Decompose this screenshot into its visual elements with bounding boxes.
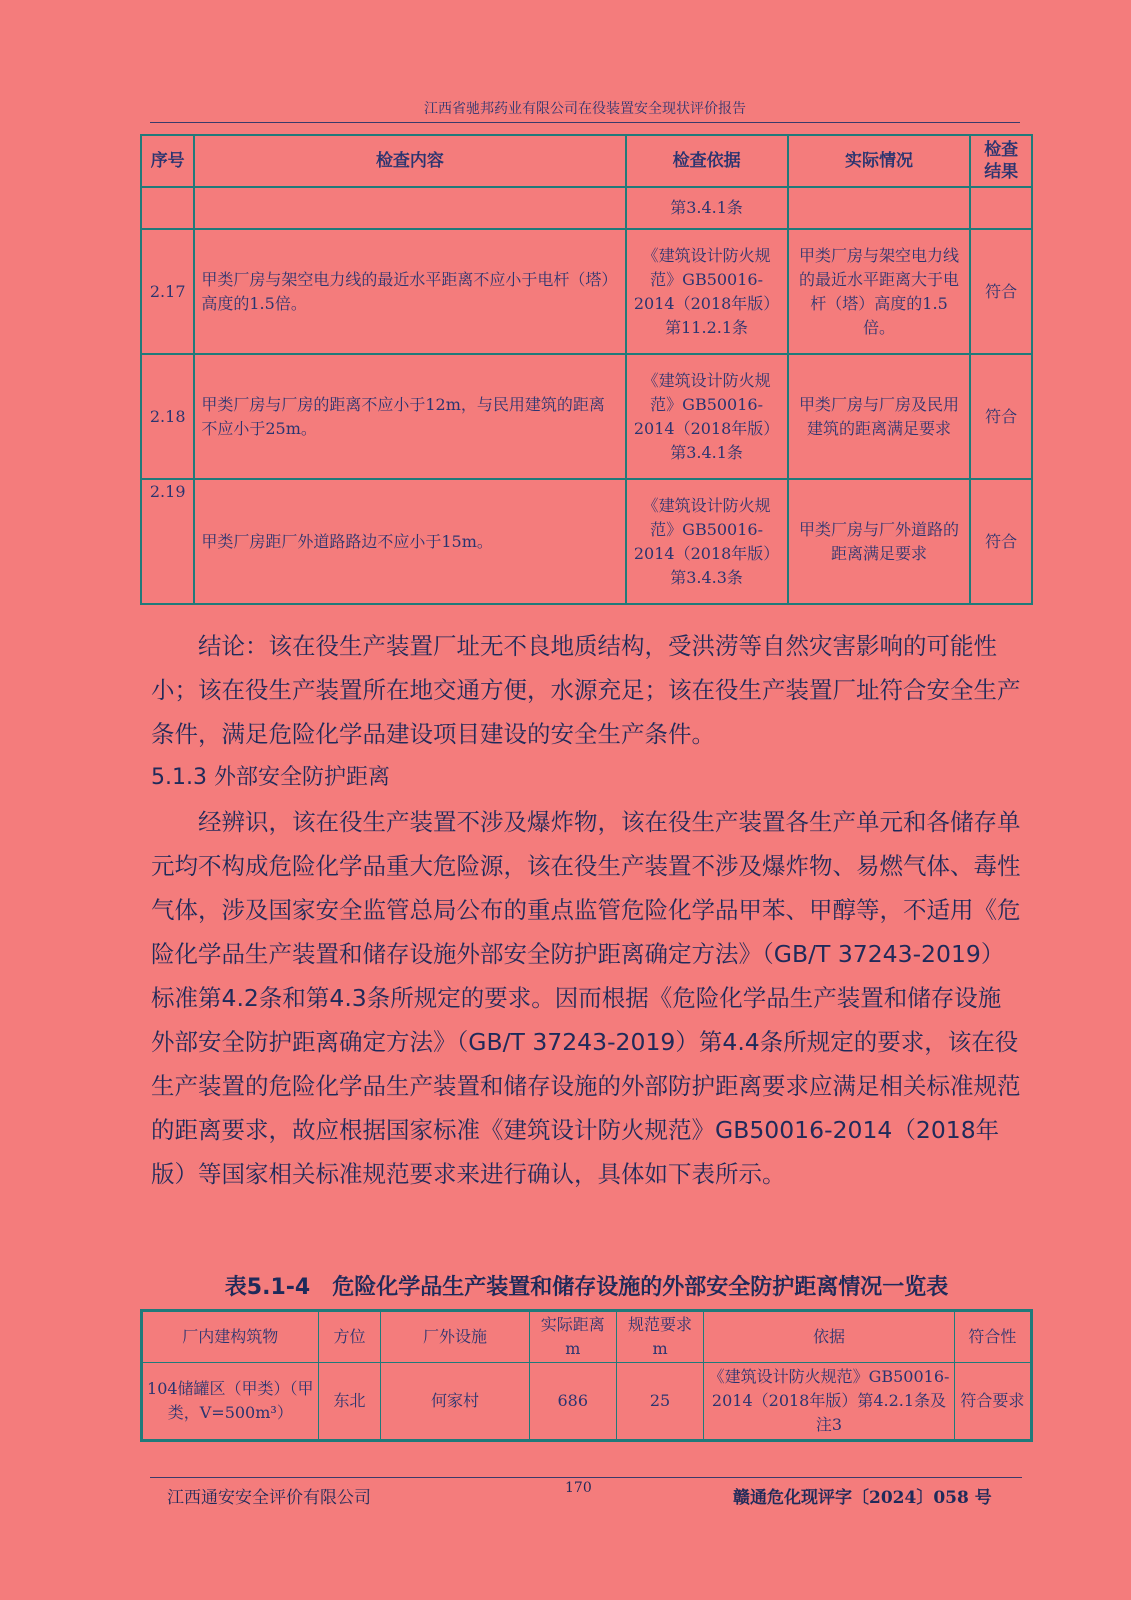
- basis-cell: 《建筑设计防火规范》GB50016-2014（2018年版）第11.2.1条: [626, 229, 788, 354]
- result-cell: 符合: [970, 229, 1032, 354]
- content-cell: 甲类厂房与厂房的距离不应小于12m，与民用建筑的距离不应小于25m。: [194, 354, 625, 479]
- required-distance-cell: 25: [616, 1363, 703, 1441]
- content-cell: 甲类厂房距厂外道路路边不应小于15m。: [194, 479, 625, 604]
- table-row: [141, 479, 1032, 604]
- table-header-row: [142, 1311, 1032, 1363]
- col-header-basis: 依据: [704, 1311, 955, 1363]
- body-text: [151, 624, 1023, 1196]
- content-cell: 甲类厂房与架空电力线的最近水平距离不应小于电杆（塔）高度的1.5倍。: [194, 229, 625, 354]
- actual-cell: 甲类厂房与厂外道路的距离满足要求: [788, 479, 971, 604]
- section-heading: [151, 756, 1023, 800]
- page-header: 江西省驰邦药业有限公司在役装置安全现状评价报告: [150, 98, 1020, 123]
- row-number: 2.18: [141, 354, 194, 479]
- table-header-row: [141, 135, 1032, 187]
- section-title: 外部安全防护距离: [213, 765, 390, 790]
- table-row: [142, 1363, 1032, 1441]
- table-row: [141, 229, 1032, 354]
- col-header-compliance: 符合性: [954, 1311, 1031, 1363]
- basis-cell: 《建筑设计防火规范》GB50016-2014（2018年版）第3.4.1条: [626, 354, 788, 479]
- inspection-table: [140, 134, 1033, 605]
- actual-cell: 甲类厂房与架空电力线的最近水平距离大于电杆（塔）高度的1.5倍。: [788, 229, 971, 354]
- col-header-actual-distance: 实际距离m: [529, 1311, 616, 1363]
- compliance-cell: 符合要求: [954, 1363, 1031, 1441]
- row-number: 2.17: [141, 229, 194, 354]
- distance-table: [140, 1309, 1033, 1442]
- footer-company: 江西通安安全评价有限公司: [167, 1488, 371, 1508]
- result-cell: 符合: [970, 479, 1032, 604]
- col-header-building: 厂内建构筑物: [142, 1311, 319, 1363]
- col-header-required-distance: 规范要求m: [616, 1311, 703, 1363]
- row-number: 2.19: [141, 479, 194, 604]
- col-header-facility: 厂外设施: [381, 1311, 529, 1363]
- col-header-direction: 方位: [318, 1311, 381, 1363]
- col-header-content: 检查内容: [194, 135, 625, 187]
- building-cell: 104储罐区（甲类）（甲类，V=500m³）: [142, 1363, 319, 1441]
- col-header-no: 序号: [141, 135, 194, 187]
- direction-cell: 东北: [318, 1363, 381, 1441]
- section-number: 5.1.3: [151, 765, 207, 790]
- facility-cell: 何家村: [381, 1363, 529, 1441]
- conclusion-paragraph: 结论：该在役生产装置厂址无不良地质结构，受洪涝等自然灾害影响的可能性小；该在役生产装置所在地交通方便，水源充足；该在役生产装置厂址符合安全生产条件，满足危险化学品建设项目建设的安全生产条件。: [151, 632, 1021, 748]
- table-caption: 表5.1-4 危险化学品生产装置和储存设施的外部安全防护距离情况一览表: [224, 1275, 949, 1300]
- col-header-actual: 实际情况: [788, 135, 971, 187]
- col-header-basis: 检查依据: [626, 135, 788, 187]
- table-row: [141, 354, 1032, 479]
- footer-doc-number: 赣通危化现评字〔2024〕058 号: [733, 1488, 992, 1508]
- basis-cell: 第3.4.1条: [626, 187, 788, 229]
- section-paragraph: 经辨识，该在役生产装置不涉及爆炸物，该在役生产装置各生产单元和各储存单元均不构成危险化学品重大危险源，该在役生产装置不涉及爆炸物、易燃气体、毒性气体，涉及国家安全监管总局公布的重点监管危险化学品甲苯、甲醇等，不适用《危险化学品生产装置和储存设施外部安全防护距离确定方法》（GB/T 37243-2019）标准第4.2条和第4.3条所规定的要求。因而根据《危险化学品生产装置和储存设施外部安全防护距离确定方法》（GB/T 37243-2019）第4.4条所规定的要求，该在役生产装置的危险化学品生产装置和储存设施的外部防护距离要求应满足相关标准规范的距离要求，故应根据国家标准《建筑设计防火规范》GB50016-2014（2018年版）等国家相关标准规范要求来进行确认，具体如下表所示。: [151, 808, 1021, 1188]
- table-row: [141, 187, 1032, 229]
- page-number: 170: [565, 1480, 592, 1496]
- footer-divider: [150, 1477, 1022, 1478]
- basis-cell: 《建筑设计防火规范》GB50016-2014（2018年版）第4.2.1条及注3: [704, 1363, 955, 1441]
- result-cell: 符合: [970, 354, 1032, 479]
- basis-cell: 《建筑设计防火规范》GB50016-2014（2018年版）第3.4.3条: [626, 479, 788, 604]
- actual-cell: 甲类厂房与厂房及民用建筑的距离满足要求: [788, 354, 971, 479]
- actual-distance-cell: 686: [529, 1363, 616, 1441]
- col-header-result: 检查结果: [970, 135, 1032, 187]
